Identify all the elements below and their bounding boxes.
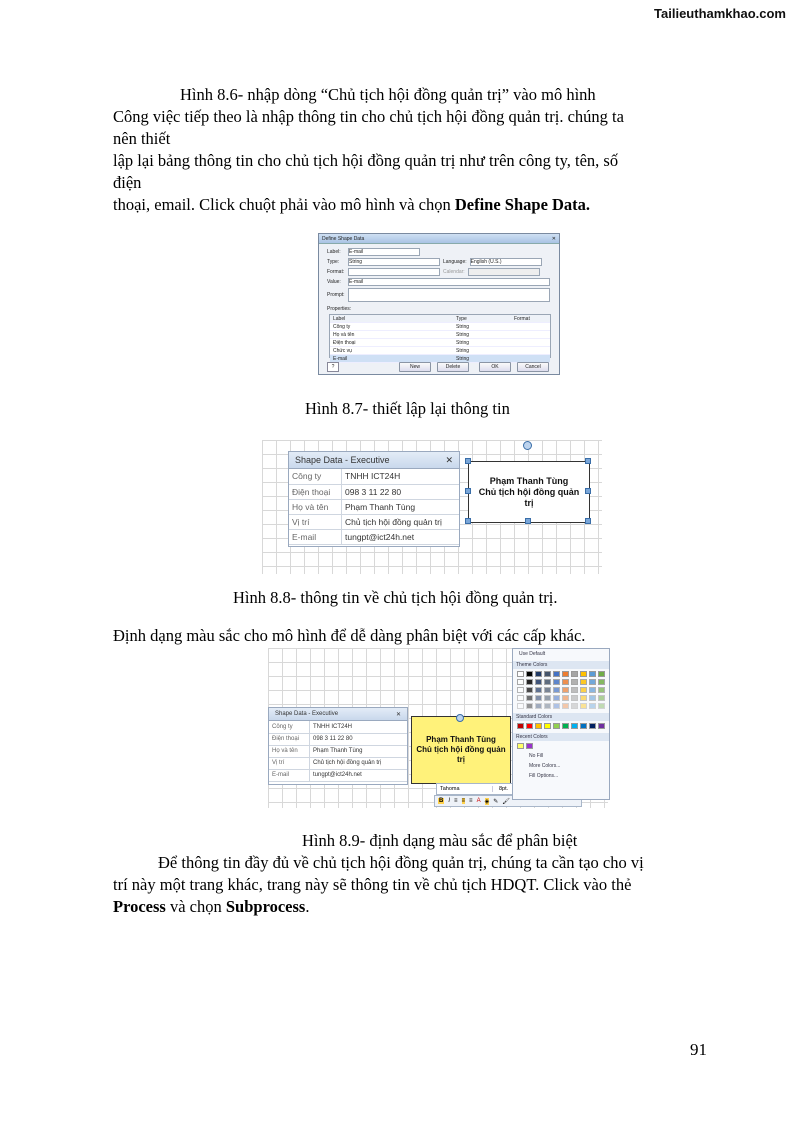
- close-icon[interactable]: ✕: [551, 235, 556, 242]
- shape-data-header: [269, 708, 407, 721]
- color-swatch[interactable]: [571, 687, 578, 693]
- color-swatch[interactable]: [571, 723, 578, 729]
- use-default-item[interactable]: Use Default: [519, 651, 546, 657]
- color-swatch[interactable]: [571, 679, 578, 685]
- shape-name: Phạm Thanh Tùng: [489, 475, 569, 486]
- color-swatch[interactable]: [598, 695, 605, 701]
- prompt-caption: Prompt:: [327, 292, 345, 298]
- color-swatch[interactable]: [598, 679, 605, 685]
- properties-caption: Properties:: [327, 306, 352, 312]
- color-swatch[interactable]: [535, 723, 542, 729]
- fill-options-item[interactable]: Fill Options...: [529, 773, 559, 779]
- shape-name: Phạm Thanh Tùng: [426, 735, 496, 744]
- close-icon[interactable]: ✕: [445, 454, 453, 465]
- color-swatch[interactable]: [517, 671, 524, 677]
- resize-handle[interactable]: [525, 518, 531, 524]
- resize-handle[interactable]: [465, 488, 471, 494]
- color-swatch[interactable]: [580, 679, 587, 685]
- color-swatch[interactable]: [526, 679, 533, 685]
- list-header: Label Type Format: [330, 315, 550, 323]
- color-swatch[interactable]: [517, 703, 524, 709]
- color-swatch[interactable]: [544, 723, 551, 729]
- process-tab-term: Process: [113, 897, 166, 916]
- color-swatch[interactable]: [589, 695, 596, 701]
- para3-line1: Để thông tin đầy đủ về chủ tịch hội đồng quản trị, chúng ta cần tạo cho vị: [158, 853, 644, 872]
- properties-list[interactable]: [329, 314, 551, 362]
- align-center-icon[interactable]: ≡: [461, 798, 466, 804]
- caption-8-7: Hình 8.7- thiết lập lại thông tin: [305, 399, 510, 418]
- standard-color-swatches: [513, 721, 609, 731]
- color-swatch[interactable]: [580, 671, 587, 677]
- new-button[interactable]: New: [399, 362, 431, 372]
- paragraph-2: Định dạng màu sắc cho mô hình để dễ dàng phân biệt với các cấp khác.: [113, 626, 586, 645]
- shape-data-title: Shape Data - Executive: [295, 455, 390, 465]
- list-item[interactable]: Họ và tên String: [330, 331, 550, 339]
- color-swatch[interactable]: [589, 671, 596, 677]
- shape-title-line2: trị: [456, 755, 465, 764]
- color-swatch[interactable]: [589, 703, 596, 709]
- para3-line2: trí này một trang khác, trang này sẽ thông tin về chủ tịch HDQT. Click vào thẻ: [113, 875, 632, 894]
- color-swatch[interactable]: [553, 679, 560, 685]
- theme-colors-heading: Theme Colors: [513, 661, 609, 669]
- calendar-caption: Calendar:: [443, 269, 465, 275]
- color-swatch[interactable]: [580, 687, 587, 693]
- color-swatch[interactable]: [562, 671, 569, 677]
- caption-8-8: Hình 8.8- thông tin về chủ tịch hội đồng quản trị.: [233, 588, 558, 607]
- table-row[interactable]: Họ và tên Phạm Thanh Tùng: [269, 745, 407, 757]
- prompt-input[interactable]: [348, 288, 550, 302]
- table-row[interactable]: Điện thoại 098 3 11 22 80: [289, 484, 459, 499]
- color-swatch[interactable]: [580, 703, 587, 709]
- color-swatch[interactable]: [535, 671, 542, 677]
- list-item[interactable]: Điện thoại String: [330, 339, 550, 347]
- paragraph-3: [113, 852, 723, 918]
- para1-line2: nên thiết: [113, 129, 171, 148]
- help-icon[interactable]: ?: [327, 362, 339, 372]
- color-swatch[interactable]: [535, 679, 542, 685]
- font-color-icon[interactable]: A: [476, 798, 481, 804]
- ok-button[interactable]: OK: [479, 362, 511, 372]
- cancel-button[interactable]: Cancel: [517, 362, 549, 372]
- italic-icon[interactable]: I: [448, 798, 451, 804]
- color-swatch[interactable]: [526, 703, 533, 709]
- bold-icon[interactable]: B: [439, 798, 444, 804]
- type-select[interactable]: String: [348, 258, 440, 266]
- resize-handle[interactable]: [465, 458, 471, 464]
- format-input[interactable]: [348, 268, 440, 276]
- type-caption: Type:: [327, 259, 340, 265]
- delete-button[interactable]: Delete: [437, 362, 469, 372]
- shape-data-panel: [288, 451, 460, 547]
- rotation-handle-icon[interactable]: [523, 441, 532, 450]
- color-swatch[interactable]: [553, 695, 560, 701]
- fill-color-palette: [512, 648, 610, 800]
- table-row[interactable]: Vị trí Chủ tịch hội đồng quản trị: [269, 757, 407, 769]
- color-swatch[interactable]: [562, 703, 569, 709]
- fill-color-icon[interactable]: ◈: [484, 798, 490, 805]
- language-caption: Language:: [443, 259, 467, 265]
- color-swatch[interactable]: [544, 695, 551, 701]
- label-caption: Label:: [327, 249, 341, 255]
- para1-line3: lập lại bảng thông tin cho chủ tịch hội đồng quản trị như trên công ty, tên, số: [113, 151, 619, 170]
- table-row[interactable]: E-mail tungpt@ict24h.net: [269, 769, 407, 781]
- color-swatch[interactable]: [526, 687, 533, 693]
- color-swatch[interactable]: [526, 695, 533, 701]
- color-swatch[interactable]: [535, 703, 542, 709]
- paragraph-1: [113, 106, 723, 216]
- para1-line1: Công việc tiếp theo là nhập thông tin cho chủ tịch hội đồng quản trị. chúng ta: [113, 107, 624, 126]
- close-icon[interactable]: ✕: [395, 711, 401, 718]
- color-swatch[interactable]: [544, 703, 551, 709]
- color-swatch[interactable]: [589, 687, 596, 693]
- color-swatch[interactable]: [580, 723, 587, 729]
- shape-title-line1: Chủ tịch hội đồng quản: [416, 745, 506, 754]
- color-swatch[interactable]: [598, 671, 605, 677]
- executive-shape-filled[interactable]: [411, 716, 511, 784]
- color-swatch[interactable]: [544, 679, 551, 685]
- color-swatch[interactable]: [526, 743, 533, 749]
- table-row[interactable]: Công ty TNHH ICT24H: [289, 469, 459, 484]
- value-input[interactable]: E-mail: [348, 278, 550, 286]
- page-number: 91: [690, 1040, 707, 1059]
- color-swatch[interactable]: [535, 687, 542, 693]
- color-swatch[interactable]: [517, 723, 524, 729]
- color-swatch[interactable]: [553, 723, 560, 729]
- format-painter-icon[interactable]: 🖌: [502, 798, 510, 805]
- no-fill-item[interactable]: No Fill: [529, 753, 544, 759]
- list-item[interactable]: Công ty String: [330, 323, 550, 331]
- label-input[interactable]: E-mail: [348, 248, 420, 256]
- para1-line5: thoại, email. Click chuột phải vào mô hình và chọn Define Shape Data.: [113, 195, 591, 214]
- table-row[interactable]: Họ và tên Phạm Thanh Tùng: [289, 499, 459, 514]
- color-swatch[interactable]: [553, 687, 560, 693]
- shape-data-panel: [268, 707, 408, 785]
- subprocess-term: Subprocess: [225, 897, 306, 916]
- color-swatch[interactable]: [562, 687, 569, 693]
- line-color-icon[interactable]: ✎: [493, 798, 499, 805]
- value-caption: Value:: [327, 279, 341, 285]
- color-swatch[interactable]: [517, 695, 524, 701]
- color-swatch[interactable]: [589, 679, 596, 685]
- color-swatch[interactable]: [562, 723, 569, 729]
- color-swatch[interactable]: [553, 703, 560, 709]
- resize-handle[interactable]: [585, 458, 591, 464]
- watermark: Tailieuthamkhao.com: [654, 6, 786, 21]
- dialog-title: Define Shape Data: [322, 235, 365, 242]
- recent-colors-heading: Recent Colors: [513, 733, 609, 741]
- resize-handle[interactable]: [585, 488, 591, 494]
- color-swatch[interactable]: [562, 679, 569, 685]
- shape-title-line2: trị: [524, 497, 534, 508]
- caption-8-9: Hình 8.9- định dạng màu sắc để phân biệt: [302, 831, 578, 850]
- table-row[interactable]: Công ty TNHH ICT24H: [269, 721, 407, 733]
- align-right-icon[interactable]: ≡: [469, 798, 473, 804]
- color-swatch[interactable]: [526, 723, 533, 729]
- color-swatch[interactable]: [517, 687, 524, 693]
- define-shape-data-dialog: [318, 233, 560, 375]
- color-swatch[interactable]: [553, 671, 560, 677]
- shape-data-title: Shape Data - Executive: [275, 711, 339, 717]
- recent-color-swatches: [513, 741, 609, 751]
- color-swatch[interactable]: [571, 671, 578, 677]
- color-swatch[interactable]: [517, 743, 524, 749]
- color-swatch[interactable]: [544, 671, 551, 677]
- table-row[interactable]: E-mail tungpt@ict24h.net: [289, 529, 459, 544]
- color-swatch[interactable]: [517, 679, 524, 685]
- resize-handle[interactable]: [585, 518, 591, 524]
- define-shape-data-term: Define Shape Data.: [454, 195, 591, 214]
- para3-line3: Process và chọn Subprocess.: [113, 897, 310, 916]
- table-row[interactable]: Vị trí Chủ tịch hội đồng quản trị: [289, 514, 459, 529]
- color-swatch[interactable]: [526, 671, 533, 677]
- theme-color-swatches: [513, 669, 609, 711]
- font-size-select[interactable]: 8pt.: [499, 786, 509, 792]
- list-item[interactable]: Chức vụ String: [330, 347, 550, 355]
- para1-line4: điện: [113, 173, 142, 192]
- list-item-selected[interactable]: E-mail String: [330, 355, 550, 363]
- standard-colors-heading: Standard Colors: [513, 713, 609, 721]
- dialog-titlebar: [319, 234, 559, 244]
- calendar-select[interactable]: [468, 268, 540, 276]
- color-swatch[interactable]: [580, 695, 587, 701]
- color-swatch[interactable]: [562, 695, 569, 701]
- color-swatch[interactable]: [598, 687, 605, 693]
- align-left-icon[interactable]: ≡: [454, 798, 458, 804]
- color-swatch[interactable]: [598, 703, 605, 709]
- format-caption: Format:: [327, 269, 345, 275]
- more-colors-item[interactable]: More Colors...: [529, 763, 561, 769]
- color-swatch[interactable]: [589, 723, 596, 729]
- shape-data-header: [289, 452, 459, 469]
- color-swatch[interactable]: [571, 695, 578, 701]
- table-row[interactable]: Điện thoại 098 3 11 22 80: [269, 733, 407, 745]
- caption-8-6: Hình 8.6- nhập dòng “Chủ tịch hội đồng quản trị” vào mô hình: [180, 85, 596, 104]
- color-swatch[interactable]: [571, 703, 578, 709]
- resize-handle[interactable]: [465, 518, 471, 524]
- shape-title-line1: Chủ tịch hội đồng quản: [478, 486, 580, 497]
- language-select[interactable]: English (U.S.): [470, 258, 542, 266]
- color-swatch[interactable]: [535, 695, 542, 701]
- color-swatch[interactable]: [544, 687, 551, 693]
- rotation-handle-icon[interactable]: [456, 714, 464, 722]
- color-swatch[interactable]: [598, 723, 605, 729]
- executive-shape[interactable]: [468, 461, 590, 523]
- font-name-select[interactable]: Tahoma: [440, 786, 493, 792]
